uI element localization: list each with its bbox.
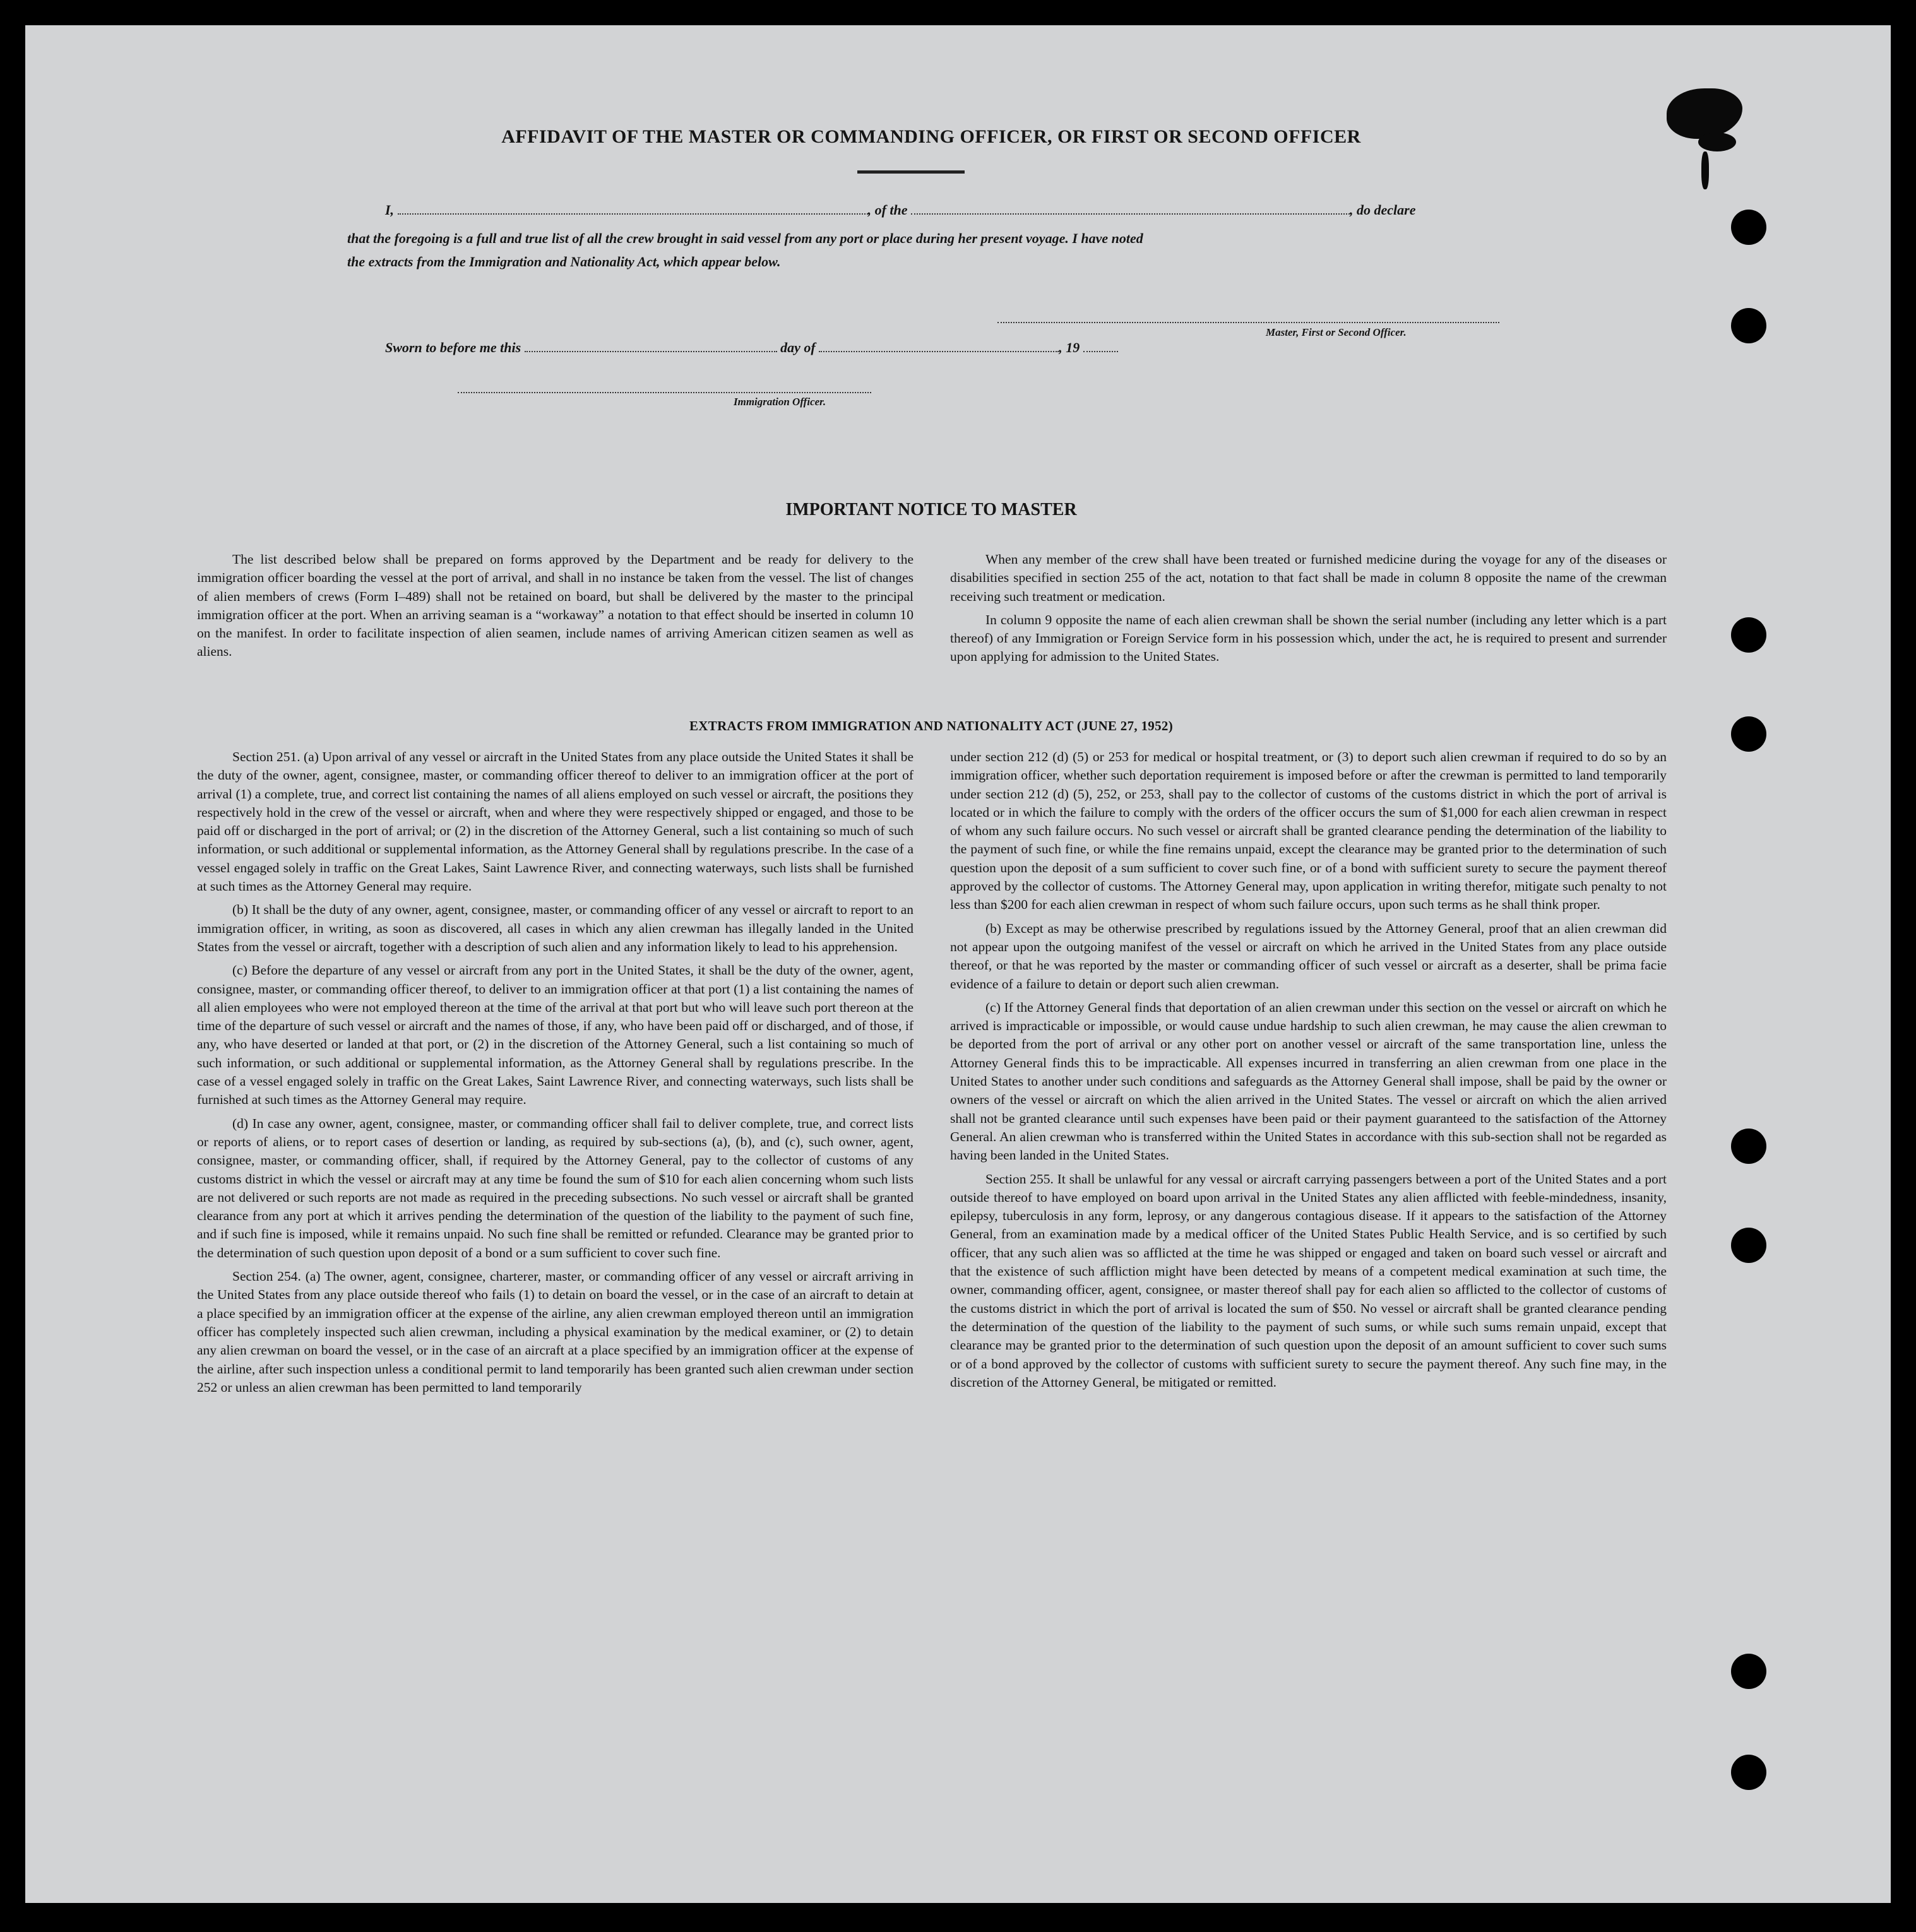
punch-hole	[1731, 308, 1766, 343]
section-255: Section 255. It shall be unlawful for any vessal or aircraft carrying passengers between a port of the United States and a port outside thereof to have employed on board upon arrival in the United States any alien afflicted with feeble-mindedness, insanity, epilepsy, tuberculosis in any form, leprosy, or any dangerous contagious disease. If it appears to the satisfaction of the Attorney General, from an examination made by a medical officer of the United States Public Health Service, and is so certified by such officer, that any such alien was so afflicted at the time he was shipped or engaged and taken on board such vessel or aircraft and that the existence of such affliction might have been detected by means of a competent medical examination at such time, the owner, commanding officer, agent, consignee, or master thereof shall pay for each alien so afflicted to the collector of customs of the customs district in which the port of arrival is located the sum of $50. No vessel or aircraft shall be granted clearance pending the determination of the question of the liability to the payment of such sums, or while such sums remain unpaid, except that clearance may be granted prior to the determination of such question upon the deposit of an amount sufficient to cover such sums or of a bond approved by the collector of customs with sufficient surety to secure the payment thereof. Any such fine may, in the discretion of the Attorney General, be mitigated or remitted.	[950, 1171, 1667, 1390]
punch-hole	[1731, 1755, 1766, 1790]
extracts-right-column	[950, 748, 1667, 1392]
sworn-line	[385, 340, 1118, 356]
punch-hole	[1731, 1129, 1766, 1164]
notice-title: IMPORTANT NOTICE TO MASTER	[785, 500, 1077, 519]
declare-prefix: I,	[385, 202, 395, 218]
officer-signature-field[interactable]	[458, 381, 871, 393]
affidavit-form-page	[25, 25, 1891, 1903]
sworn-year-field[interactable]	[1083, 340, 1118, 352]
extracts-left-column	[197, 748, 913, 1397]
section-254-b: (b) Except as may be otherwise prescribed by regulations issued by the Attorney General, proof that an alien crewman did not appear upon the outgoing manifest of the vessel or aircraft on which he arrived in the United States from any place outside thereof, or that he was reported by the master or commanding officer of such vessel or aircraft as a deserter, shall be prima facie evidence of a failure to detain or deport such alien crewman.	[950, 920, 1667, 992]
name-field[interactable]	[398, 202, 868, 215]
affidavit-title: AFFIDAVIT OF THE MASTER OR COMMANDING OFFICER, OR FIRST OR SECOND OFFICER	[501, 126, 1361, 147]
ink-blot	[1701, 151, 1709, 189]
officer-caption: Immigration Officer.	[734, 396, 826, 408]
section-251-b: (b) It shall be the duty of any owner, agent, consignee, master, or commanding officer of any vessel or aircraft to report to an immigration officer, in writing, as soon as discovered, all cases in which any alien crewman has illegally landed in the United States from the vessel or aircraft, together with a description of such alien and any information likely to lead to his apprehension.	[197, 902, 913, 954]
sworn-prefix: Sworn to before me this	[385, 340, 521, 355]
master-caption: Master, First or Second Officer.	[1266, 326, 1407, 338]
punch-hole	[1731, 210, 1766, 245]
declare-of-the: , of the	[867, 202, 908, 218]
sworn-year: , 19	[1059, 340, 1080, 355]
notice-right-paragraph-2: In column 9 opposite the name of each alien crewman shall be shown the serial number (including any letter which is a part thereof) of any Immigration or Foreign Service form in his possession which, under the act, he is required to present and surrender upon applying for admission to the United States.	[950, 612, 1667, 665]
section-254-c: (c) If the Attorney General finds that deportation of an alien crewman under this section on the vessel or aircraft on which he arrived is impracticable or impossible, or would cause undue hardship to such alien crewman, he may cause the alien crewman to be deported from the port of arrival or any other port on another vessel or aircraft of the same transportation line, unless the Attorney General finds this to be impracticable. All expenses incurred in transferring an alien crewman from one place in the United States to another under such conditions and safeguards as the Attorney General shall impose, shall be paid by the owner or owners of the vessel or aircraft on which the alien arrived in the United States. The vessel or aircraft on which the alien arrived shall not be granted clearance until such expenses have been paid or their payment guaranteed to the satisfaction of the Attorney General. An alien crewman who is transferred within the United States in accordance with this sub-section shall not be regarded as having been landed in the United States.	[950, 999, 1667, 1163]
vessel-field[interactable]	[911, 202, 1350, 215]
master-signature-field[interactable]	[997, 311, 1499, 323]
notice-right-paragraph-1: When any member of the crew shall have been treated or furnished medicine during the voyage for any of the diseases or disabilities specified in section 255 of the act, notation to that fact shall be made in column 8 opposite the name of the crewman receiving such treatment or medication.	[950, 552, 1667, 604]
title-rule	[857, 170, 965, 174]
extracts-title: EXTRACTS FROM IMMIGRATION AND NATIONALITY ACT (JUNE 27, 1952)	[689, 718, 1173, 733]
sworn-day: day of	[780, 340, 816, 355]
section-251-c: (c) Before the departure of any vessel or aircraft from any port in the United States, it shall be the duty of the owner, agent, consignee, master, or commanding officer thereof, to deliver to an immigration officer at that port (1) a list containing the names of all alien employees who were not employed thereon at the time of the arrival at that port but who will leave such port thereon at the time of the departure of such vessel or aircraft and the names of those, if any, who have been paid off or discharged, and of those, if any, who have deserted or landed at that port, or (2) in the discretion of the Attorney General, such a list containing so much of such information, or such additional or supplemental information, as the Attorney General shall by regulations prescribe. In the case of a vessel engaged solely in traffic on the Great Lakes, Saint Lawrence River, and connecting waterways, such lists shall be furnished at such times as the Attorney General may require.	[197, 963, 913, 1108]
section-251-d: (d) In case any owner, agent, consignee, master, or commanding officer shall fail to deliver complete, true, and correct lists or reports of aliens, or to report cases of desertion or landing, as required by sub-sections (a), (b), and (c), such owner, agent, consignee, master, or commanding officer, shall, if required by the Attorney General, pay to the collector of customs of any customs district in which the vessel or aircraft may at any time be found the sum of $10 for each alien concerning whom such lists are not delivered or such reports are not made as required in the preceding subsections. No such vessel or aircraft shall be granted clearance from any port at which it arrives pending the determination of the question of the liability to the payment of such fine, and if such fine is imposed, while it remains unpaid. No such fine shall be remitted or refunded. Clearance may be granted prior to the determination of such question upon deposit of a bond or a sum sufficient to cover such fine.	[197, 1115, 913, 1260]
punch-hole	[1731, 1654, 1766, 1689]
punch-hole	[1731, 617, 1766, 653]
sworn-month-field[interactable]	[819, 340, 1059, 352]
notice-left-column	[197, 550, 913, 661]
section-254-a: Section 254. (a) The owner, agent, consignee, charterer, master, or commanding officer of any vessel or aircraft arriving in the United States from any place outside thereof who fails (1) to detain on board the vessel, or in the case of an aircraft to detain at a place specified by an immigration officer at the expense of the airline, any alien crewman employed thereon until an immigration officer has completely inspected such alien crewman, including a physical examination by the medical examiner, or (2) to detain any alien crewman on board the vessel, or in the case of an aircraft at a place specified by an immigration officer at the expense of the airline, after such inspection unless a conditional permit to land temporarily has been granted such alien crewman under section 252 or unless an alien crewman has been permitted to land temporarily	[197, 1269, 913, 1395]
section-254-a-continued: under section 212 (d) (5) or 253 for medical or hospital treatment, or (3) to deport such alien crewman if required to do so by an immigration officer, whether such deportation requirement is imposed before or after the crewman is permitted to land temporarily under section 212 (d) (5), 252, or 253, shall pay to the collector of customs of the customs district in which the port of arrival is located or in which the failure to comply with the orders of the officer occurs the sum of $1,000 for each alien crewman in respect of whom any such failure occurs. No such vessel or aircraft shall be granted clearance pending the determination of the liability to the payment of such fine, or while the fine remains unpaid, except the clearance may be granted prior to the determination of such question upon the deposit of a sum sufficient to cover such fine, or of a bond with sufficient surety to secure the payment thereof approved by the collector of customs. The Attorney General may, upon application in writing therefor, mitigate such penalty to not less than $200 for each alien crewman in respect of whom such failure occurs, upon such terms as he shall think proper.	[950, 749, 1667, 913]
notice-left-paragraph: The list described below shall be prepared on forms approved by the Department and be ready for delivery to the immigration officer boarding the vessel at the port of arrival, and shall in no instance be taken from the vessel. The list of changes of alien members of crews (Form I–489) shall not be retained on board, but shall be delivered by the master to the principal immigration officer at the port. When an arriving seaman is a “workaway” a notation to that effect should be inserted in column 10 on the manifest. In order to facilitate inspection of alien seamen, include names of arriving American citizen seamen as well as aliens.	[197, 552, 913, 660]
sworn-date-field[interactable]	[525, 340, 777, 352]
section-251-a: Section 251. (a) Upon arrival of any vessel or aircraft in the United States from any place outside the United States it shall be the duty of the owner, agent, consignee, master, or commanding officer thereof to deliver to an immigration officer at the port of arrival (1) a complete, true, and correct list containing the names of all aliens employed on such vessel or aircraft, the positions they respectively hold in the crew of the vessel or aircraft, when and where they were respectively shipped or engaged, and those to be paid off or discharged in the port of arrival; or (2) in the discretion of the Attorney General, such a list containing so much of such information, or such additional or supplemental information, as the Attorney General shall by regulations prescribe. In the case of a vessel engaged solely in traffic on the Great Lakes, Saint Lawrence River, and connecting waterways, such lists shall be furnished at such times as the Attorney General may require.	[197, 749, 913, 894]
declare-suffix: , do declare	[1350, 202, 1416, 218]
notice-right-column	[950, 550, 1667, 667]
declaration-line	[385, 202, 1415, 218]
declaration-line-2: that the foregoing is a full and true list of all the crew brought in said vessel from any port or place during her present voyage. I have noted	[347, 230, 1143, 246]
punch-hole	[1731, 1228, 1766, 1263]
declaration-line-3: the extracts from the Immigration and Nationality Act, which appear below.	[347, 254, 781, 270]
